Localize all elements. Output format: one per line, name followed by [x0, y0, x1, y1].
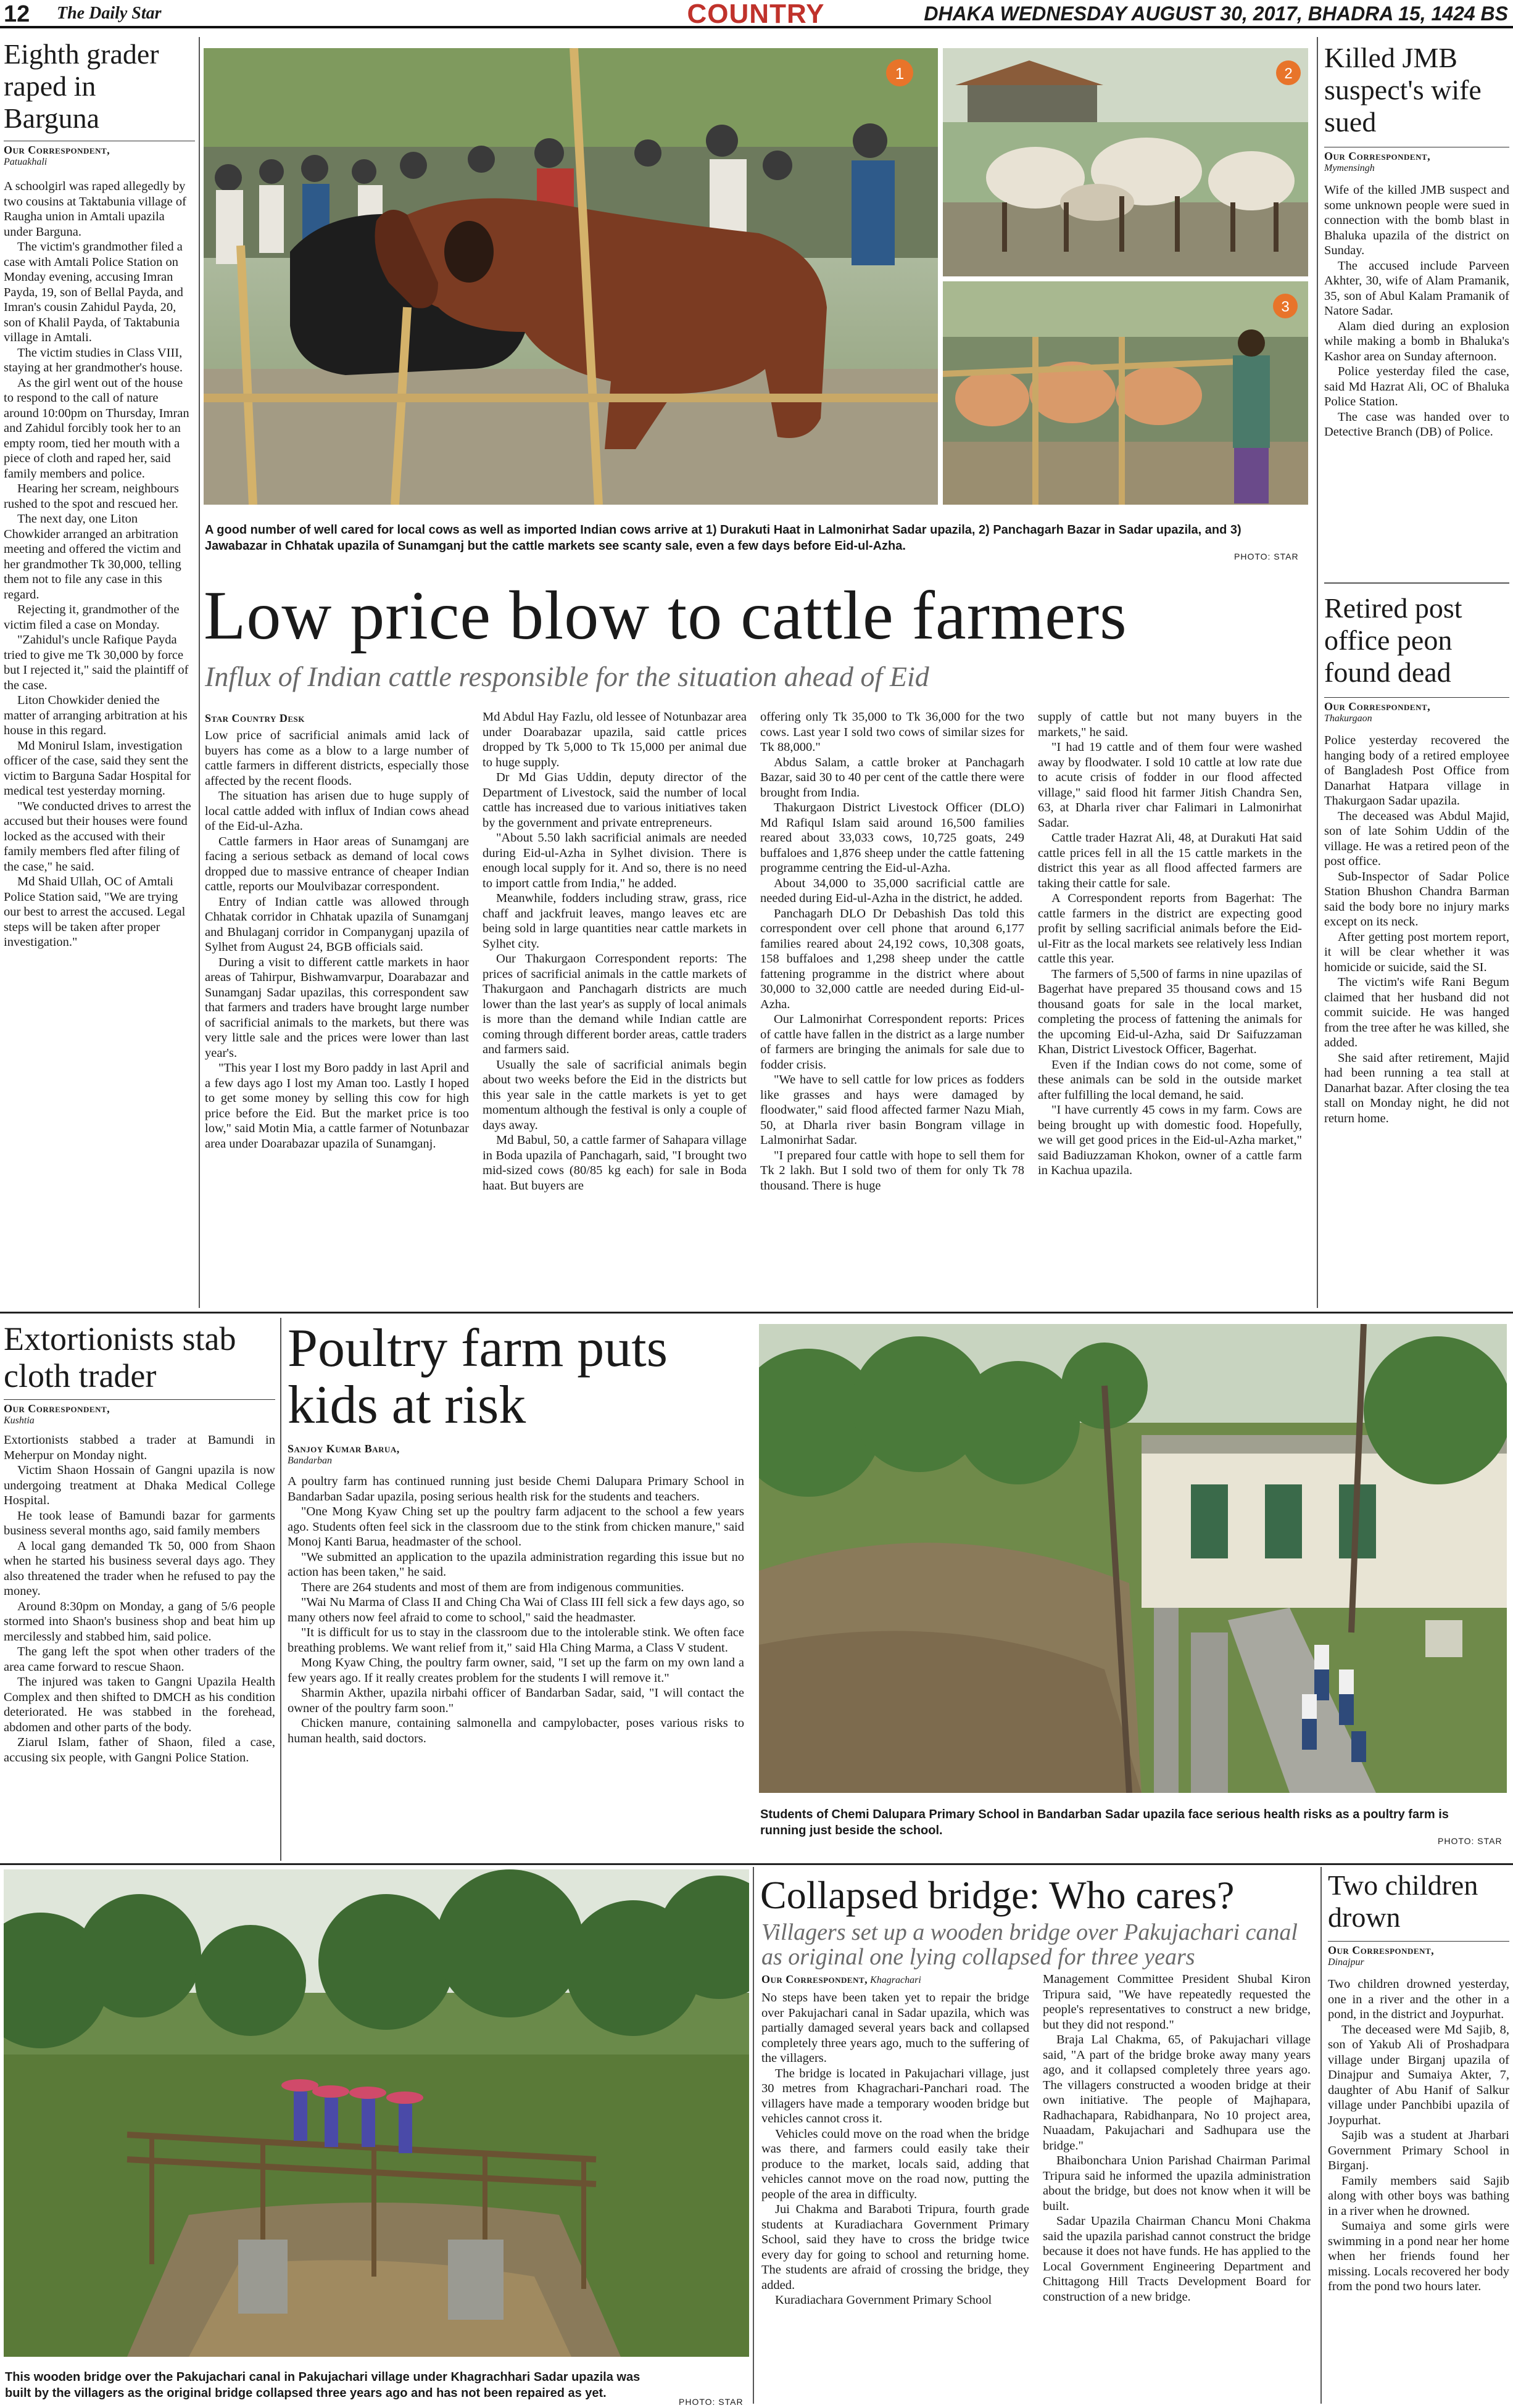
paragraph: Liton Chowkider denied the matter of arranging arbitration at his house in this regard. — [4, 693, 188, 737]
story-body — [4, 1433, 275, 1914]
bridge-byline-wrap — [761, 1973, 921, 1986]
paragraph: Management Committee President Shubal Kiron Tripura said, "We have repeatedly requested the people's representatives to construct a new bridge, but they did not respond." — [1043, 1972, 1311, 2032]
headline: Poultry farm puts kids at risk — [288, 1318, 668, 1435]
paragraph: The victim studies in Class VIII, staying at her grandmother's house. — [4, 345, 183, 374]
paragraph: Kuradiachara Government Primary School — [775, 2293, 992, 2307]
paragraph: Vehicles could move on the road when the bridge was there, and farmers could easily take their produce to the market, locals said, adding that vehicles cannot move on the road now, putting the people of the area in difficulty. — [761, 2127, 1029, 2201]
column-rule — [1317, 37, 1318, 1308]
story-body — [1324, 183, 1509, 565]
bridge-photo — [4, 1869, 749, 2357]
cattle-column-3 — [760, 710, 1024, 1289]
paragraph: Panchagarh DLO Dr Debashish Das told this correspondent over cell phone that around 6,177 families reared about 24,192 cows, 10,308 goats, 158 buffaloes and 1,298 sheep under the cattle fattening programme in the district where about 30,000 to 32,000 cattle are needed during Eid-ul-Azha. — [760, 906, 1024, 1011]
story-body — [288, 1474, 744, 1844]
paragraph: Victim Shaon Hossain of Gangni upazila is now undergoing treatment at Dhaka Medical College Hospital. — [4, 1463, 275, 1507]
photo-credit: PHOTO: STAR — [1438, 1836, 1503, 1846]
paragraph: Even if the Indian cows do not come, some of these animals can be sold in the outside market after fulfilling the local demand, he said. — [1038, 1057, 1302, 1102]
paragraph: Low price of sacrificial animals amid lack of buyers has come as a blow to a large number of cattle farmers in different districts, especially those affected by the recent floods. — [205, 729, 469, 788]
bridge-headline: Collapsed bridge: Who cares? — [760, 1873, 1235, 1917]
paragraph: Md Monirul Islam, investigation officer of the case, said they sent the victim to Barguna Sadar Hospital for medical test yesterday morning. — [4, 739, 191, 798]
photo-number-1: 1 — [895, 64, 905, 83]
paragraph: "We conducted drives to arrest the accused but their houses were found locked as the accused with their family members fled after filing of the case," he said. — [4, 799, 191, 874]
paragraph: Police yesterday recovered the hanging body of a retired employee of Bangladesh Post Office from Danarhat Hatpara village in Thakurgaon Sadar upazila. — [1324, 734, 1509, 808]
cattle-column-2 — [483, 710, 747, 1289]
paragraph: About 34,000 to 35,000 sacrificial cattle are needed during Eid-ul-Azha in the district, he added. — [760, 876, 1024, 905]
paragraph: Meanwhile, fodders including straw, grass, rice chaff and jackfruit leaves, mango leaves etc are being sold in large quantities near cattle markets in Sylhet city. — [483, 892, 747, 951]
paragraph: Our Thakurgaon Correspondent reports: The prices of sacrificial animals in the cattle markets of Thakurgaon and Panchagarh districts are much lower than the last year's as supply of local animals is more than the demand while Indian cattle are coming through different border areas, cattle traders and farmers said. — [483, 952, 747, 1056]
paragraph: Around 8:30pm on Monday, a gang of 5/6 people stormed into Shaon's business shop and beat him up mercilessly and stabbed him, said police. — [4, 1599, 275, 1644]
paragraph: The next day, one Liton Chowkider arranged an arbitration meeting and offered the victim and her grandmother Tk 30,000, telling them not to file any case in this regard. — [4, 512, 181, 602]
headline: Killed JMB suspect's wife sued — [1324, 42, 1482, 138]
paragraph: Usually the sale of sacrificial animals begin about two weeks before the Eid in the districts but this year sale in the cattle markets is yet to get momentum although the festival is only a couple of days away. — [483, 1057, 747, 1132]
paragraph: Sub-Inspector of Sadar Police Station Bhushon Chandra Barman said the body bore no injury marks except on its neck. — [1324, 869, 1509, 929]
paragraph: Jui Chakma and Baraboti Tripura, fourth grade students at Kuradiachara Government Primary School, said they have to cross the bridge twice every day for going to school and returning home. The students are afraid of crossing the bridge, they added. — [761, 2203, 1029, 2292]
byline: Our Correspondent, — [4, 141, 195, 157]
cattle-photo-1 — [204, 48, 938, 505]
byline: Our Correspondent, — [4, 1399, 275, 1415]
drowned-story — [1328, 1869, 1509, 2408]
cattle-subhead: Influx of Indian cattle responsible for the situation ahead of Eid — [205, 661, 929, 692]
paragraph: A poultry farm has continued running just beside Chemi Dalupara Primary School in Bandarban Sadar upazila, posing serious health risk for the students and teachers. — [288, 1475, 744, 1504]
headline: Extortionists stab cloth trader — [4, 1320, 236, 1394]
cattle-photo-3 — [943, 281, 1308, 505]
paragraph: He took lease of Bamundi bazar for garments business several months ago, said family members — [4, 1508, 275, 1537]
headline: Two children drown — [1328, 1869, 1478, 1933]
paragraph: supply of cattle but not many buyers in the markets," he said. — [1038, 710, 1302, 739]
paragraph: "One Mong Kyaw Ching set up the poultry farm adjacent to the school a few years ago. Students often feel sick in the classroom due to the stink from chicken manure," said Monoj Kanti Barua, headmaster of the school. — [288, 1505, 744, 1549]
paragraph: "We submitted an application to the upazila administration regarding this issue but no action has been taken," he said. — [288, 1550, 744, 1579]
paragraph: She said after retirement, Majid had been running a tea stall at Danarhat bazar. After closing the tea stall on Monday night, he did not return home. — [1324, 1051, 1509, 1125]
paragraph: Braja Lal Chakma, 65, of Pakujachari village said, "A part of the bridge broke away many years ago, and it collapsed completely three years ago. The villagers constructed a wooden bridge at their own initiative. The people of Majhapara, Radhachapara, Rabidhanpara, No 10 project area, Nuaadam, Pakujachari and Sadhupara use the bridge." — [1043, 2033, 1311, 2153]
photo-number-3: 3 — [1281, 299, 1290, 315]
paragraph: Bhaibonchara Union Parishad Chairman Parimal Tripura said he informed the upazila administration about the bridge, but does not know when it will be built. — [1043, 2154, 1311, 2213]
paragraph: After getting post mortem report, it will be clear whether it was homicide or suicide, said the SI. — [1324, 930, 1509, 974]
byline: Sanjoy Kumar Barua, — [288, 1442, 400, 1455]
paragraph: Two children drowned yesterday, one in a river and the other in a pond, in the district and Joypurhat. — [1328, 1977, 1509, 2021]
paragraph: "This year I lost my Boro paddy in last April and a few days ago I lost my Aman too. Lastly I hoped to get some money by selling this cow for high price before the Eid. But the market price is too low," said Motin Mia, a cattle farmer of Notunbazar area under Doarabazar upazila of Sunamganj. — [205, 1061, 469, 1151]
paragraph: Sumaiya and some girls were swimming in a pond near her home when her friends found her missing. Locals recovered her body from the pond two hours later. — [1328, 2219, 1509, 2293]
byline: Our Correspondent, — [1328, 1941, 1509, 1957]
paragraph: Mong Kyaw Ching, the poultry farm owner, said, "I set up the farm on my own land a few years ago. If it really creates problem for the students I will remove it." — [288, 1656, 744, 1685]
story-body — [4, 179, 195, 1326]
photo-number-2: 2 — [1284, 65, 1293, 82]
paragraph: The deceased were Md Sajib, 8, son of Yakub Ali of Proshadpara village under Birganj upazila of Dinajpur and Sumaiya Akter, 7, daughter of Abu Hanif of Salkur village under Panchbibi upazila of Joypurhat. — [1328, 2022, 1509, 2127]
paper-name: The Daily Star — [57, 4, 162, 23]
dateline-location: Khagrachari — [870, 1975, 921, 1985]
photo-credit: PHOTO: STAR — [1234, 552, 1299, 561]
paragraph: A schoolgirl was raped allegedly by two cousins at Taktabunia village of Raugha union in Amtali upazila under Barguna. — [4, 180, 186, 239]
byline: Our Correspondent, — [761, 1973, 868, 1985]
story-body — [1328, 1977, 1509, 2408]
paragraph: Sajib was a student at Jharbari Government Primary School in Birganj. — [1328, 2129, 1509, 2172]
dateline-location: Patuakhali — [4, 157, 48, 167]
barguna-story — [4, 38, 195, 1326]
bridge-caption: This wooden bridge over the Pakujachari canal in Pakujachari village under Khagrachhari Sadar upazila was built by the villagers as the original bridge collapsed three years ago and has not been repaired as yet. — [5, 2370, 640, 2400]
story-divider — [1324, 582, 1509, 584]
paragraph: As the girl went out of the house to respond to the call of nature around 10:00pm on Thursday, Imran and Zahidul forcibly took her to an empty room, tied her mouth with a piece of cloth and raped her, said family members and police. — [4, 376, 189, 481]
paragraph: Hearing her scream, neighbours rushed to the spot and rescued her. — [4, 482, 179, 511]
byline: Our Correspondent, — [1324, 147, 1509, 163]
dateline-location: Kushtia — [4, 1415, 35, 1426]
paragraph: The victim's wife Rani Begum claimed that her husband did not commit suicide. He was hanged from the tree after he was killed, she added. — [1324, 975, 1509, 1049]
paragraph: Cattle farmers in Haor areas of Sunamganj are facing a serious setback as demand of local cows dropped due to massive entrance of cheaper Indian cattle, reports our Moulvibazar correspondent. — [205, 834, 469, 893]
cattle-caption: A good number of well cared for local cows as well as imported Indian cows arrive at 1) Durakuti Haat in Lalmonirhat Sadar upazila, 2) Panchagarh Bazar in Sadar upazila, and 3) Jawabazar in Chhatak upazila of Sunamganj but the cattle markets see scanty sale, even a few days before Eid-ul-Azha. — [205, 523, 1241, 553]
paragraph: A Correspondent reports from Bagerhat: The cattle farmers in the district are expecting good profit by selling sacrificial animals before the Eid-ul-Fitr as the local markets see relatively less Indian cattle this year. — [1038, 892, 1302, 966]
paragraph: The bridge is located in Pakujachari village, just 30 metres from Khagrachari-Panchari road. The villagers have made a temporary wooden bridge but vehicles cannot cross it. — [761, 2066, 1029, 2125]
paragraph: There are 264 students and most of them are from indigenous communities. — [301, 1580, 684, 1594]
paragraph: "Zahidul's uncle Rafique Payda tried to give me Tk 30,000 by force but I rejected it," said the plaintiff of the case. — [4, 633, 189, 692]
bridge-column-1 — [761, 1990, 1029, 2404]
paragraph: Cattle trader Hazrat Ali, 48, at Durakuti Hat said cattle prices fell in all the 15 cattle markets in the district this year as all flood affected farmers are taking their cattle for sale. — [1038, 831, 1302, 890]
paragraph: Dr Md Gias Uddin, deputy director of the Department of Livestock, said the number of local cattle has increased due to various initiatives taken by the government and private entrepreneurs. — [483, 771, 747, 830]
column-rule — [1320, 1867, 1322, 2404]
paragraph: Wife of the killed JMB suspect and some unknown people were sued in connection with the bomb blast in Bhaluka upazila of the district on Sunday. — [1324, 183, 1509, 257]
paragraph: The situation has arisen due to huge supply of local cattle added with influx of Indian cows ahead of the Eid-ul-Azha. — [205, 789, 469, 833]
poultry-story — [288, 1320, 744, 1844]
paragraph: No steps have been taken yet to repair the bridge over Pakujachari canal in Sadar upazila, which was partially damaged several years back and collapsed completely three years ago, much to the suffering of the villagers. — [761, 1991, 1029, 2065]
column-rule — [753, 1867, 754, 2404]
column-rule — [280, 1318, 281, 1861]
column-rule — [199, 37, 200, 1308]
dateline-location: Bandarban — [288, 1455, 332, 1466]
masthead — [0, 0, 1513, 28]
paragraph: Rejecting it, grandmother of the victim filed a case on Monday. — [4, 603, 180, 632]
paragraph: "I prepared four cattle with hope to sell them for Tk 2 lakh. But I sold two of them for only Tk 78 thousand. There is huge — [760, 1148, 1024, 1193]
dateline-location: Mymensingh — [1324, 163, 1375, 173]
paragraph: The farmers of 5,500 of farms in nine upazilas of Bagerhat have prepared 35 thousand cows and 15 thousand goats for sale in the local market, completing the process of fattening the animals for the upcoming Eid-ul-Azha, said Dr Saifuzzaman Khan, District Livestock Officer, Bagerhat. — [1038, 967, 1302, 1056]
paragraph: Entry of Indian cattle was allowed through Chhatak corridor in Chhatak upazila of Sunamganj and Bhulaganj corridor in Companyganj upazila of Sylhet from August 24, BGB officials said. — [205, 895, 469, 954]
cattle-headline: Low price blow to cattle farmers — [204, 577, 1127, 654]
page-number: 12 — [4, 1, 30, 27]
paragraph: Ziarul Islam, father of Shaon, filed a case, accusing six people, with Gangni Police Station. — [4, 1736, 275, 1765]
cattle-column-4 — [1038, 710, 1302, 1289]
bridge-column-2 — [1043, 1972, 1311, 2404]
paragraph: During a visit to different cattle markets in haor areas of Tahirpur, Bishwamvarpur, Doarabazar and Sunamganj Sadar upazilas, this correspondent saw that farmers and traders have brought large number of sacrificial animals to the markets, but there was very little sale and the prices were lower than last year's. — [205, 955, 469, 1060]
headline: Retired post office peon found dead — [1324, 592, 1462, 688]
paragraph: A local gang demanded Tk 50, 000 from Shaon when he started his business several days ago. They also threatened the trader when he refused to pay the money. — [4, 1539, 275, 1598]
paragraph: "It is difficult for us to stay in the classroom due to the intolerable stink. We often face breathing problems. We want relief from it," said Hla Ching Marma, a Class V student. — [288, 1626, 744, 1655]
section-title: COUNTRY — [687, 0, 825, 29]
paragraph: offering only Tk 35,000 to Tk 36,000 for the two cows. Last year I sold two cows of similar sizes for Tk 88,000." — [760, 710, 1024, 754]
paragraph: The case was handed over to Detective Branch (DB) of Police. — [1324, 410, 1509, 439]
paragraph: The gang left the spot when other traders of the area came forward to rescue Shaon. — [4, 1645, 275, 1674]
peon-story — [1324, 592, 1509, 1350]
cattle-column-1 — [205, 728, 469, 1289]
paragraph: Extortionists stabbed a trader at Bamundi in Meherpur on Monday night. — [4, 1433, 275, 1462]
paragraph: Sharmin Akther, upazila nirbahi officer of Bandarban Sadar, said, "I will contact the owner of the poultry farm soon." — [288, 1686, 744, 1715]
byline: Our Correspondent, — [1324, 697, 1509, 713]
paragraph: "I have currently 45 cows in my farm. Cows are being brought up with domestic food. Hopefully, we will get good prices in the Eid-ul-Azha market," said Badiuzzaman Khokon, owner of a cattle farm in Kachua upazila. — [1038, 1103, 1302, 1177]
cattle-photo-2 — [943, 48, 1308, 276]
paragraph: "About 5.50 lakh sacrificial animals are needed during Eid-ul-Azha in Sylhet division. There is enough local supply for it. And so, there is no need to import cattle from India," he added. — [483, 831, 747, 890]
paragraph: "We have to sell cattle for low prices as fodders like grasses and hays were damaged by floodwater," said flood affected farmer Nazu Miah, 50, at Dharla river basin Bongram village in Lalmonirhat Sadar. — [760, 1073, 1024, 1147]
poultry-photo — [759, 1324, 1507, 1793]
paragraph: Md Shaid Ullah, OC of Amtali Police Station said, "We are trying our best to arrest the accused. Legal steps will be taken after proper investigation." — [4, 875, 186, 949]
bridge-subhead: Villagers set up a wooden bridge over Pakujachari canal as original one lying collapsed for three years — [761, 1919, 1298, 1970]
poultry-caption: Students of Chemi Dalupara Primary School in Bandarban Sadar upazila face serious health risks as a poultry farm is running just beside the school. — [760, 1808, 1449, 1837]
paragraph: Md Babul, 50, a cattle farmer of Sahapara village in Boda upazila of Panchagarh, said, "I brought two mid-sized cows (80/85 kg each) for sale in Boda haat. But buyers are — [483, 1133, 747, 1193]
section-divider — [0, 1312, 1513, 1314]
paragraph: "Wai Nu Marma of Class II and Ching Cha Wai of Class III fell sick a few days ago, so many others now feel afraid to come to school," said the headmaster. — [288, 1595, 744, 1624]
paragraph: The victim's grandmother filed a case with Amtali Police Station on Monday evening, accusing Imran Payda, 19, son of Bellal Payda, and Imran's cousin Zahidul Payda, 20, son of Khalil Payda, of Taktabunia village in Amtali. — [4, 240, 183, 344]
headline: Eighth grader raped in Barguna — [4, 38, 159, 134]
photo-credit: PHOTO: STAR — [679, 2397, 744, 2407]
paragraph: Thakurgaon District Livestock Officer (DLO) Md Rafiqul Islam said around 16,500 families reared about 33,033 cows, 10,725 goats, 249 buffaloes and 1,876 sheep under the cattle fattening programme centring the Eid-ul-Azha. — [760, 801, 1024, 875]
paragraph: Abdus Salam, a cattle broker at Panchagarh Bazar, said 30 to 40 per cent of the cattle there were brought from India. — [760, 755, 1024, 800]
paragraph: The deceased was Abdul Majid, son of late Sohim Uddin of the village. He was a retired peon of the post office. — [1324, 809, 1509, 868]
dateline-location: Dinajpur — [1328, 1957, 1364, 1967]
paragraph: The injured was taken to Gangni Upazila Health Complex and then shifted to DMCH as his condition deteriorated. He was stabbed in the forehead, abdomen and other parts of the body. — [4, 1675, 275, 1734]
dateline: DHAKA WEDNESDAY AUGUST 30, 2017, BHADRA 15, 1424 BS — [924, 2, 1508, 25]
paragraph: "I had 19 cattle and of them four were washed away by floodwater. I sold 10 cattle at low rate due to acute crisis of fodder in our flood affected village," said flood hit farmer Jitish Chandra Sen, 63, at Dharla river char Falimari in Lalmonirhat Sadar. — [1038, 740, 1302, 830]
paragraph: Chicken manure, containing salmonella and campylobacter, poses various risks to human health, said doctors. — [288, 1716, 744, 1745]
paragraph: Police yesterday filed the case, said Md Hazrat Ali, OC of Bhaluka Police Station. — [1324, 365, 1509, 408]
paragraph: Md Abdul Hay Fazlu, old lessee of Notunbazar area under Doarabazar upazila, said cattle prices dropped by Tk 5,000 to Tk 15,000 per animal due to huge supply. — [483, 710, 747, 769]
section-divider — [0, 1863, 1513, 1865]
paragraph: Our Lalmonirhat Correspondent reports: Prices of cattle have fallen in the district as a large number of farmers are bringing the animals for sale due to fodder crisis. — [760, 1012, 1024, 1072]
dateline-location: Thakurgaon — [1324, 713, 1372, 724]
paragraph: Alam died during an explosion while making a bomb in Bhaluka's Kashor area on Sunday afternoon. — [1324, 319, 1509, 363]
extortion-story — [4, 1320, 275, 1914]
paragraph: Sadar Upazila Chairman Chancu Moni Chakma said the upazila parishad cannot construct the bridge because it does not have funds. He has applied to the Local Government Engineering Department and Chittagong Hill Tracts Development Board for construction of a new bridge. — [1043, 2214, 1311, 2304]
jmb-story — [1324, 42, 1509, 565]
paragraph: The accused include Parveen Akhter, 30, wife of Alam Pramanik, 35, son of Abul Kalam Pramanik of Natore Sadar. — [1324, 259, 1509, 318]
cattle-byline: Star Country Desk — [205, 712, 305, 724]
story-body — [1324, 733, 1509, 1350]
paragraph: Family members said Sajib along with other boys was bathing in a river when he drowned. — [1328, 2174, 1509, 2218]
